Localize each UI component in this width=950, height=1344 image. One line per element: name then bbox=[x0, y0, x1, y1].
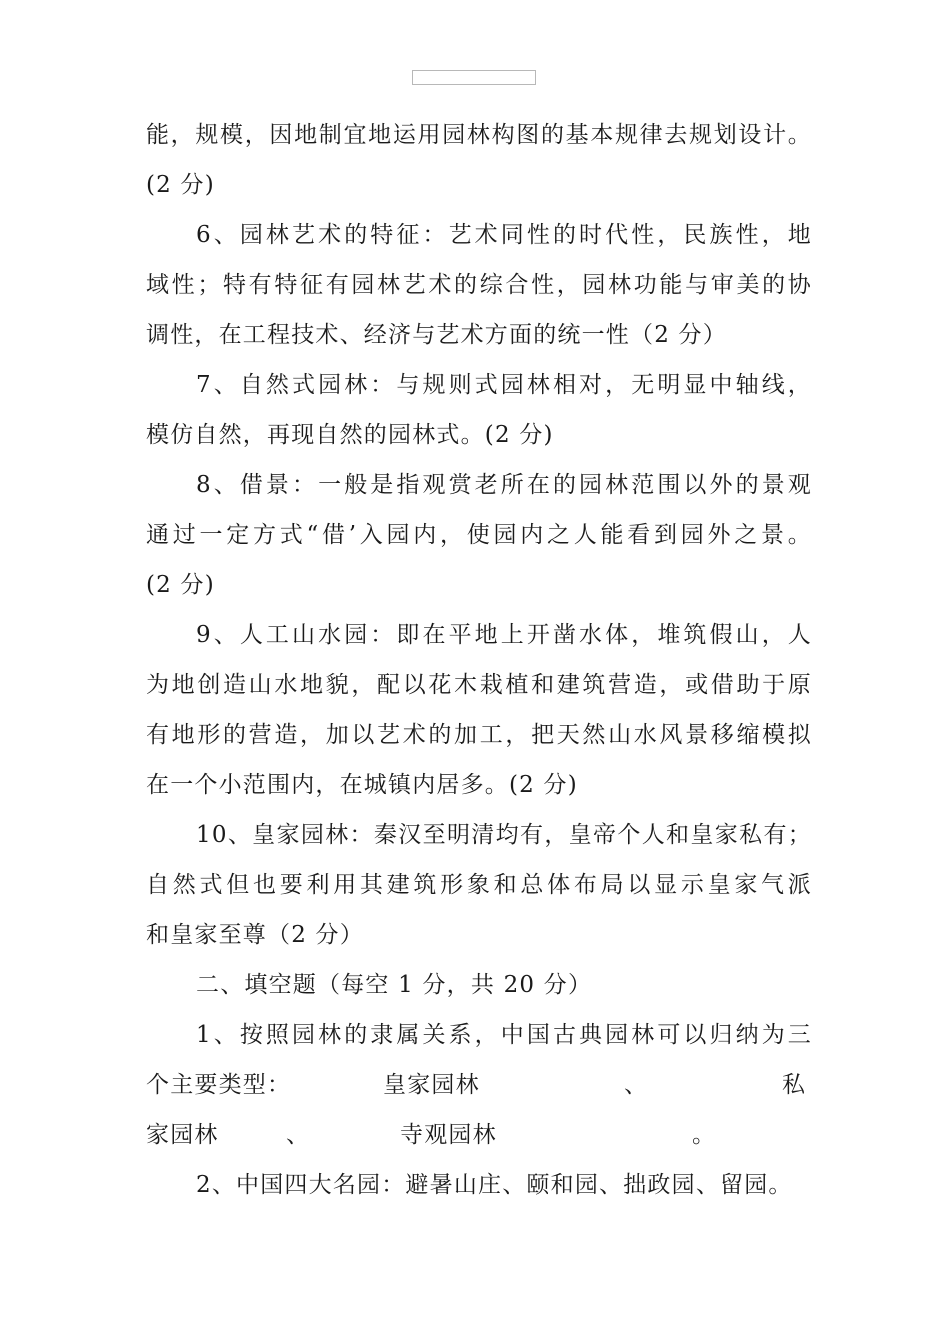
text-line: 为地创造山水地貌，配以花木栽植和建筑营造，或借助于原 bbox=[146, 672, 812, 698]
text-line: 通过一定方式“借’入园内，使园内之人能看到园外之景。 bbox=[146, 522, 812, 548]
fill-blank-line bbox=[146, 1110, 812, 1160]
text-line: 域性；特有特征有园林艺术的综合性，园林功能与审美的协 bbox=[146, 272, 812, 298]
fill-answer: 皇家园林 bbox=[383, 1072, 480, 1098]
document-body bbox=[146, 110, 812, 1210]
text-line: 有地形的营造，加以艺术的加工，把天然山水风景移缩模拟 bbox=[146, 722, 812, 748]
fill-answer: 寺观园林 bbox=[400, 1122, 497, 1148]
fill-answer: 家园林 bbox=[146, 1122, 219, 1148]
section-heading: 二、填空题（每空 1 分，共 20 分） bbox=[196, 972, 593, 998]
text-line: 7、自然式园林：与规则式园林相对，无明显中轴线， bbox=[196, 372, 812, 398]
text-line: 10、皇家园林：秦汉至明清均有，皇帝个人和皇家私有； bbox=[196, 822, 812, 848]
text-line: 和皇家至尊（2 分） bbox=[146, 922, 364, 948]
text-line: 调性，在工程技术、经济与艺术方面的统一性（2 分） bbox=[146, 322, 727, 348]
fill-separator: 、 bbox=[286, 1122, 311, 1148]
text-line: 9、人工山水园：即在平地上开凿水体，堆筑假山，人 bbox=[196, 622, 812, 648]
text-line: 自然式但也要利用其建筑形象和总体布局以显示皇家气派 bbox=[146, 872, 812, 898]
text-line: 6、园林艺术的特征：艺术同性的时代性，民族性，地 bbox=[196, 222, 812, 248]
text-line: (2 分) bbox=[146, 572, 215, 598]
text-line: 在一个小范围内，在城镇内居多。(2 分) bbox=[146, 772, 578, 798]
text-line: 模仿自然，再现自然的园林式。(2 分) bbox=[146, 422, 554, 448]
text-line: 2、中国四大名园：避暑山庄、颐和园、拙政园、留园。 bbox=[196, 1172, 793, 1198]
fill-end: 。 bbox=[692, 1122, 717, 1148]
text-line: (2 分) bbox=[146, 172, 215, 198]
fill-prefix: 个主要类型： bbox=[146, 1072, 292, 1098]
header-box bbox=[412, 70, 536, 85]
text-line: 能，规模，因地制宜地运用园林构图的基本规律去规划设计。 bbox=[146, 122, 812, 148]
fill-answer: 私 bbox=[782, 1072, 807, 1098]
fill-separator: 、 bbox=[624, 1072, 649, 1098]
text-line: 1、按照园林的隶属关系，中国古典园林可以归纳为三 bbox=[196, 1022, 812, 1048]
text-line: 8、借景：一般是指观赏老所在的园林范围以外的景观 bbox=[196, 472, 812, 498]
fill-blank-line bbox=[146, 1060, 812, 1110]
